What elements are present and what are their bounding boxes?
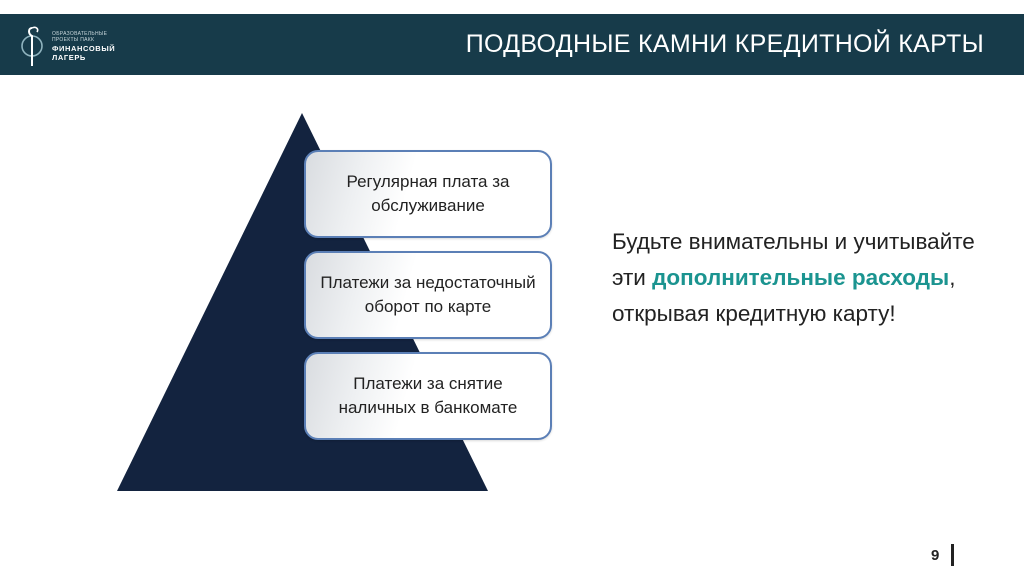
logo-text-line4: ЛАГЕРЬ [52,53,86,62]
advice-highlight: дополнительные расходы [652,265,950,290]
page-number-divider [951,544,954,566]
logo-text-line1: ОБРАЗОВАТЕЛЬНЫЕ [52,31,108,37]
advice-part-2: , открывая кредитную карту! [612,265,956,326]
advice-text [612,224,992,332]
page-number: 9 [931,547,940,564]
logo-text-line3: ФИНАНСОВЫЙ [52,44,116,53]
tier-label: Платежи за снятие наличных в банкомате [338,374,518,417]
advice-part-1: Будьте внимательны и учитывайте эти [612,229,975,290]
page-title: ПОДВОДНЫЕ КАМНИ КРЕДИТНОЙ КАРТЫ [465,30,984,58]
pyramid-tier-2 [304,251,552,339]
logo-text-line2: ПРОЕКТЫ ПАКК [52,37,95,43]
pyramid-tier-1 [304,150,552,238]
tier-label: Платежи за недостаточный оборот по карте [320,273,536,316]
tier-label: Регулярная плата за обслуживание [346,172,510,215]
pyramid-tier-3 [304,352,552,440]
